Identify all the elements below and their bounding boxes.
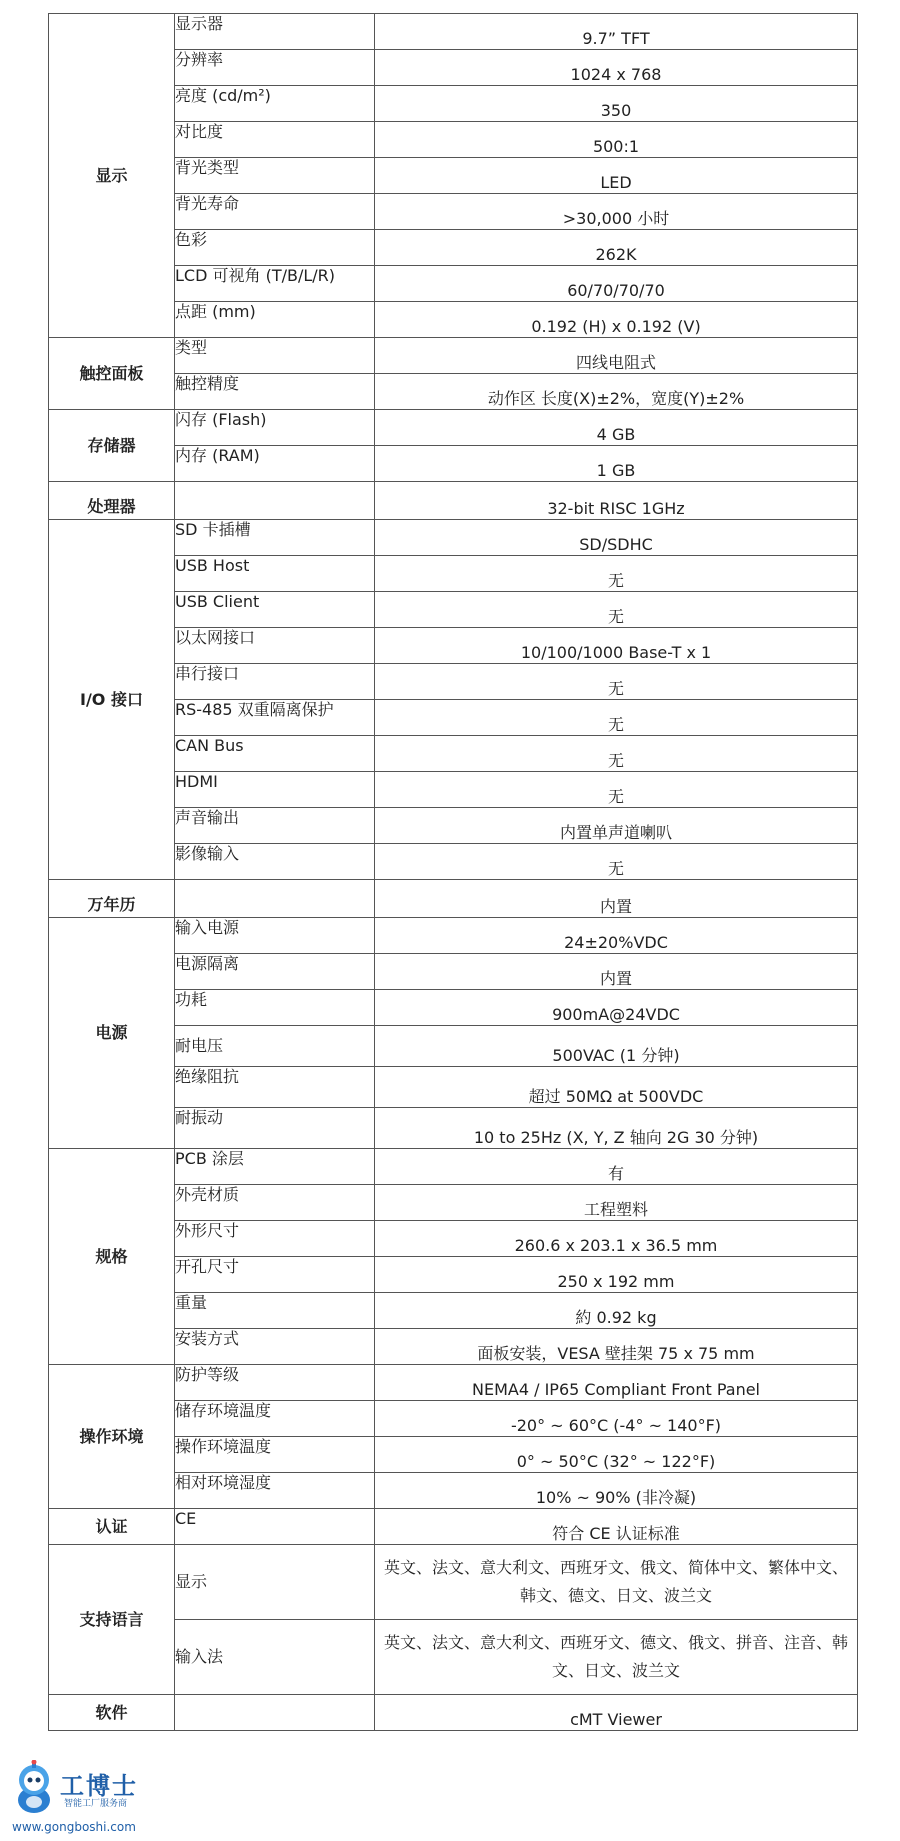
spec-value: 60/70/70/70 [375, 266, 858, 302]
spec-label: USB Client [175, 592, 375, 628]
spec-value: 无 [375, 772, 858, 808]
robot-mascot-icon [10, 1760, 58, 1816]
category-software: 软件 [49, 1695, 175, 1731]
spec-value: cMT Viewer [375, 1695, 858, 1731]
spec-value: 无 [375, 664, 858, 700]
spec-label [175, 482, 375, 520]
table-row [49, 410, 858, 446]
spec-label: 开孔尺寸 [175, 1257, 375, 1293]
spec-label: 内存 (RAM) [175, 446, 375, 482]
category-io: I/O 接口 [49, 520, 175, 880]
spec-value: 350 [375, 86, 858, 122]
spec-value: LED [375, 158, 858, 194]
spec-value: 4 GB [375, 410, 858, 446]
spec-value: 内置 [375, 954, 858, 990]
spec-value: 英文、法文、意大利文、西班牙文、俄文、简体中文、繁体中文、韩文、德文、日文、波兰文 [375, 1545, 858, 1620]
table-row [49, 14, 858, 50]
spec-label: 绝缘阻抗 [175, 1067, 375, 1108]
spec-label: 显示 [175, 1545, 375, 1620]
spec-label: 耐电压 [175, 1026, 375, 1067]
category-environment: 操作环境 [49, 1365, 175, 1509]
spec-value: 260.6 x 203.1 x 36.5 mm [375, 1221, 858, 1257]
spec-value: NEMA4 / IP65 Compliant Front Panel [375, 1365, 858, 1401]
spec-value: 10/100/1000 Base-T x 1 [375, 628, 858, 664]
table-row [49, 1695, 858, 1731]
table-row [49, 482, 858, 520]
spec-label: 背光类型 [175, 158, 375, 194]
category-display: 显示 [49, 14, 175, 338]
spec-value: 1024 x 768 [375, 50, 858, 86]
spec-label: 背光寿命 [175, 194, 375, 230]
spec-value: 无 [375, 844, 858, 880]
spec-value: 24±20%VDC [375, 918, 858, 954]
spec-label: 串行接口 [175, 664, 375, 700]
category-touch-panel: 触控面板 [49, 338, 175, 410]
category-specification: 规格 [49, 1149, 175, 1365]
spec-value: 32-bit RISC 1GHz [375, 482, 858, 520]
watermark-logo [10, 1760, 170, 1838]
spec-label: 类型 [175, 338, 375, 374]
spec-value: 10% ~ 90% (非冷凝) [375, 1473, 858, 1509]
spec-value: 約 0.92 kg [375, 1293, 858, 1329]
category-processor: 处理器 [49, 482, 175, 520]
spec-label [175, 1695, 375, 1731]
table-row [49, 1509, 858, 1545]
spec-label: 分辨率 [175, 50, 375, 86]
spec-label: 相对环境湿度 [175, 1473, 375, 1509]
category-calendar: 万年历 [49, 880, 175, 918]
spec-label: 影像输入 [175, 844, 375, 880]
spec-label: SD 卡插槽 [175, 520, 375, 556]
spec-label: 操作环境温度 [175, 1437, 375, 1473]
spec-value: 四线电阻式 [375, 338, 858, 374]
watermark-subtitle: 智能工厂服务商 [64, 1799, 128, 1809]
spec-label: 声音输出 [175, 808, 375, 844]
spec-value: 1 GB [375, 446, 858, 482]
spec-value: 无 [375, 700, 858, 736]
spec-label: 亮度 (cd/m²) [175, 86, 375, 122]
spec-label: CAN Bus [175, 736, 375, 772]
spec-label: 以太网接口 [175, 628, 375, 664]
spec-value: 内置 [375, 880, 858, 918]
spec-label: CE [175, 1509, 375, 1545]
spec-label: 电源隔离 [175, 954, 375, 990]
spec-label: 外壳材质 [175, 1185, 375, 1221]
category-languages: 支持语言 [49, 1545, 175, 1695]
spec-value: 工程塑料 [375, 1185, 858, 1221]
table-row [49, 1149, 858, 1185]
spec-value: 英文、法文、意大利文、西班牙文、德文、俄文、拼音、注音、韩文、日文、波兰文 [375, 1620, 858, 1695]
table-row [49, 1365, 858, 1401]
table-row [49, 918, 858, 954]
spec-value: 900mA@24VDC [375, 990, 858, 1026]
spec-value: 符合 CE 认证标准 [375, 1509, 858, 1545]
watermark-name: 工博士 [60, 1771, 138, 1800]
spec-label: 点距 (mm) [175, 302, 375, 338]
spec-label: 功耗 [175, 990, 375, 1026]
spec-label: 安装方式 [175, 1329, 375, 1365]
spec-value: 500VAC (1 分钟) [375, 1026, 858, 1067]
spec-label: 防护等级 [175, 1365, 375, 1401]
spec-label: 显示器 [175, 14, 375, 50]
spec-label: 输入法 [175, 1620, 375, 1695]
spec-label: PCB 涂层 [175, 1149, 375, 1185]
table-row [49, 880, 858, 918]
spec-value: 有 [375, 1149, 858, 1185]
spec-value: 超过 50MΩ at 500VDC [375, 1067, 858, 1108]
spec-label: HDMI [175, 772, 375, 808]
table-row [49, 1545, 858, 1620]
spec-label: 输入电源 [175, 918, 375, 954]
spec-label: 色彩 [175, 230, 375, 266]
spec-value: 500:1 [375, 122, 858, 158]
spec-label: 触控精度 [175, 374, 375, 410]
spec-value: 0.192 (H) x 0.192 (V) [375, 302, 858, 338]
spec-value: 无 [375, 736, 858, 772]
spec-value: 0° ~ 50°C (32° ~ 122°F) [375, 1437, 858, 1473]
watermark-url: www.gongboshi.com [12, 1820, 136, 1834]
category-power: 电源 [49, 918, 175, 1149]
spec-table [48, 13, 858, 1731]
spec-value: -20° ~ 60°C (-4° ~ 140°F) [375, 1401, 858, 1437]
spec-value: 无 [375, 556, 858, 592]
spec-value: 262K [375, 230, 858, 266]
spec-label: 闪存 (Flash) [175, 410, 375, 446]
spec-label: 重量 [175, 1293, 375, 1329]
spec-value: 内置单声道喇叭 [375, 808, 858, 844]
spec-label: LCD 可视角 (T/B/L/R) [175, 266, 375, 302]
spec-label [175, 880, 375, 918]
spec-value: >30,000 小时 [375, 194, 858, 230]
spec-label: RS-485 双重隔离保护 [175, 700, 375, 736]
spec-label: 耐振动 [175, 1108, 375, 1149]
spec-value: SD/SDHC [375, 520, 858, 556]
spec-label: USB Host [175, 556, 375, 592]
table-row [49, 520, 858, 556]
category-storage: 存储器 [49, 410, 175, 482]
spec-label: 对比度 [175, 122, 375, 158]
category-certification: 认证 [49, 1509, 175, 1545]
table-row [49, 338, 858, 374]
spec-label: 储存环境温度 [175, 1401, 375, 1437]
spec-label: 外形尺寸 [175, 1221, 375, 1257]
spec-value: 10 to 25Hz (X, Y, Z 轴向 2G 30 分钟) [375, 1108, 858, 1149]
spec-value: 无 [375, 592, 858, 628]
spec-value: 面板安装，VESA 壁挂架 75 x 75 mm [375, 1329, 858, 1365]
spec-value: 250 x 192 mm [375, 1257, 858, 1293]
spec-value: 动作区 长度(X)±2%，宽度(Y)±2% [375, 374, 858, 410]
spec-value: 9.7” TFT [375, 14, 858, 50]
